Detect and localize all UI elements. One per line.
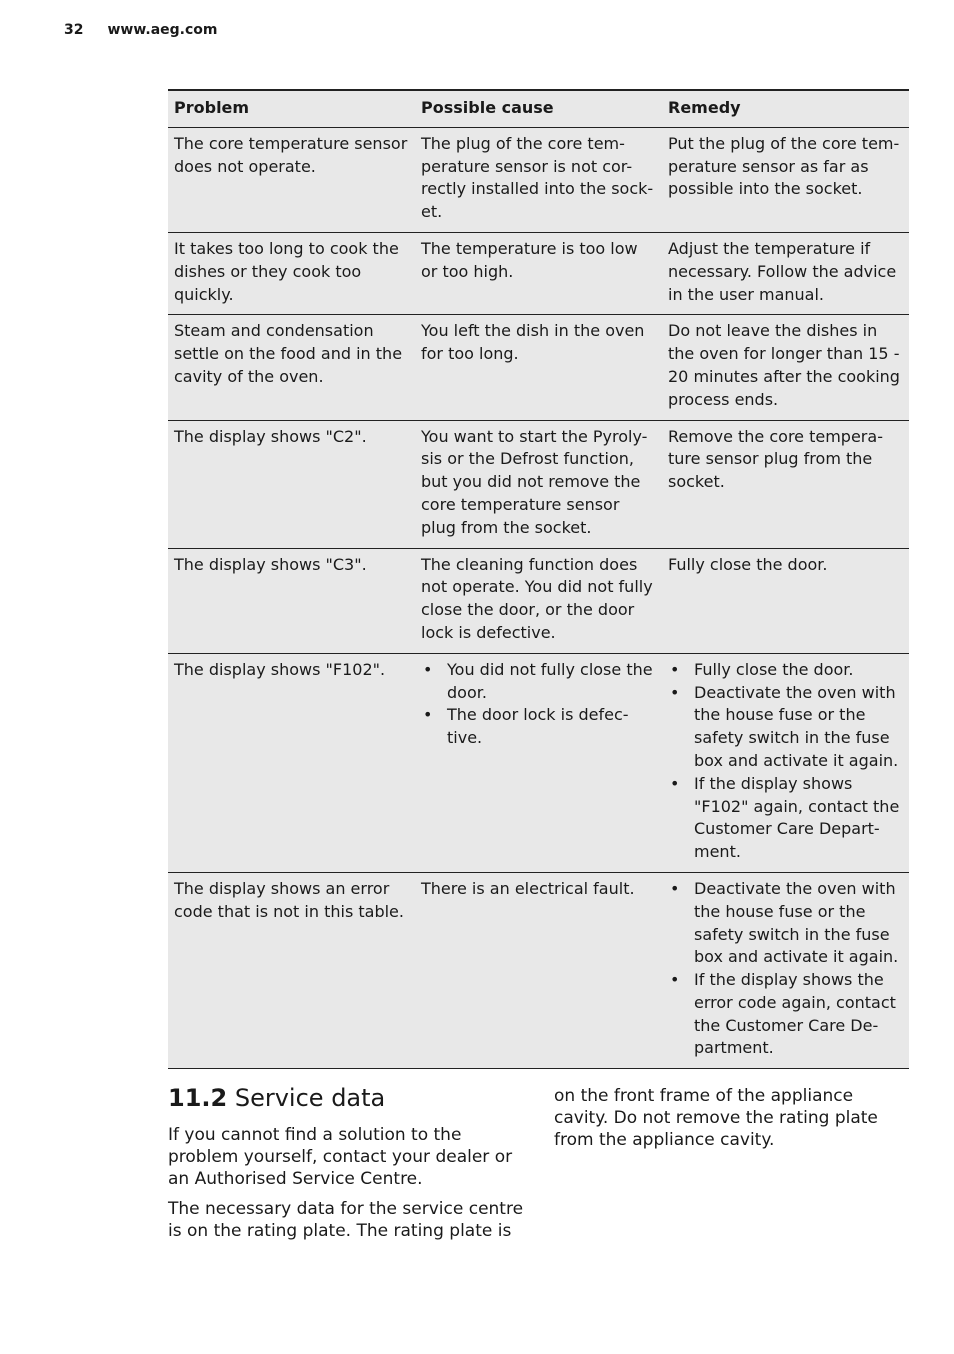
bullet-item: • Deactivate the oven with the house fuse or the safety switch in the fuse box and activate it again.	[668, 878, 903, 969]
paragraph: The necessary data for the service centre is on the rating plate. The rating plate is	[168, 1199, 524, 1241]
cause-cell: The temperature is too low or too high.	[415, 232, 662, 314]
table-row	[168, 653, 909, 872]
table-row	[168, 232, 909, 314]
table-row	[168, 315, 909, 420]
remedy-cell: Adjust the temperature if necessary. Follow the advice in the user manual.	[662, 232, 909, 314]
bullet-item: • The door lock is defec-tive.	[421, 704, 656, 750]
remedy-cell	[662, 653, 909, 872]
cause-cell: There is an electrical fault.	[415, 872, 662, 1068]
remedy-cell: Fully close the door.	[662, 548, 909, 653]
page-header	[64, 22, 218, 38]
remedy-cell: Remove the core tempera-ture sensor plug from the socket.	[662, 420, 909, 548]
problem-cell: The display shows "C2".	[168, 420, 415, 548]
cause-bullet-list	[421, 659, 656, 750]
bullet-item: • You did not fully close the door.	[421, 659, 656, 705]
cause-cell: You want to start the Pyroly-sis or the Defrost function, but you did not remove the core temperature sensor plug from the socket.	[415, 420, 662, 548]
remedy-cell: Put the plug of the core tem-perature sensor as far as possible into the socket.	[662, 127, 909, 232]
section-heading	[168, 1082, 528, 1114]
table-row	[168, 127, 909, 232]
bullet-item: • If the display shows "F102" again, contact the Customer Care Depart-ment.	[668, 773, 903, 864]
bullet-item: • Deactivate the oven with the house fuse or the safety switch in the fuse box and activate it again.	[668, 682, 903, 773]
remedy-bullet-list	[668, 878, 903, 1060]
service-data-section	[168, 1082, 528, 1250]
problem-cell: The display shows "F102".	[168, 653, 415, 872]
section-number: 11.2	[168, 1084, 228, 1112]
troubleshooting-table	[168, 89, 909, 1069]
paragraph: If you cannot find a solution to the problem yourself, contact your dealer or an Authorised Service Centre.	[168, 1125, 513, 1189]
column-header-remedy: Remedy	[662, 90, 909, 127]
site-url: www.aeg.com	[107, 22, 218, 38]
column-header-problem: Problem	[168, 90, 415, 127]
problem-cell: Steam and condensation settle on the food and in the cavity of the oven.	[168, 315, 415, 420]
table-row	[168, 548, 909, 653]
bullet-item: • If the display shows the error code again, contact the Customer Care De-partment.	[668, 969, 903, 1060]
page-number: 32	[64, 22, 84, 38]
cause-cell: You left the dish in the oven for too long.	[415, 315, 662, 420]
table-header-row	[168, 90, 909, 127]
bullet-item: • Fully close the door.	[668, 659, 903, 682]
problem-cell: The display shows "C3".	[168, 548, 415, 653]
cause-cell	[415, 653, 662, 872]
table-row	[168, 872, 909, 1068]
remedy-cell	[662, 872, 909, 1068]
problem-cell: The core temperature sensor does not operate.	[168, 127, 415, 232]
section-title: Service data	[234, 1084, 386, 1112]
paragraph: on the front frame of the appliance cavity. Do not remove the rating plate from the appliance cavity.	[554, 1086, 878, 1150]
problem-cell: It takes too long to cook the dishes or they cook too quickly.	[168, 232, 415, 314]
remedy-cell: Do not leave the dishes in the oven for longer than 15 - 20 minutes after the cooking process ends.	[662, 315, 909, 420]
remedy-bullet-list	[668, 659, 903, 864]
column-header-cause: Possible cause	[415, 90, 662, 127]
service-data-column-2	[554, 1085, 909, 1151]
problem-cell: The display shows an error code that is not in this table.	[168, 872, 415, 1068]
table-row	[168, 420, 909, 548]
cause-cell: The cleaning function does not operate. You did not fully close the door, or the door lock is defective.	[415, 548, 662, 653]
cause-cell: The plug of the core tem-perature sensor is not cor-rectly installed into the sock-et.	[415, 127, 662, 232]
